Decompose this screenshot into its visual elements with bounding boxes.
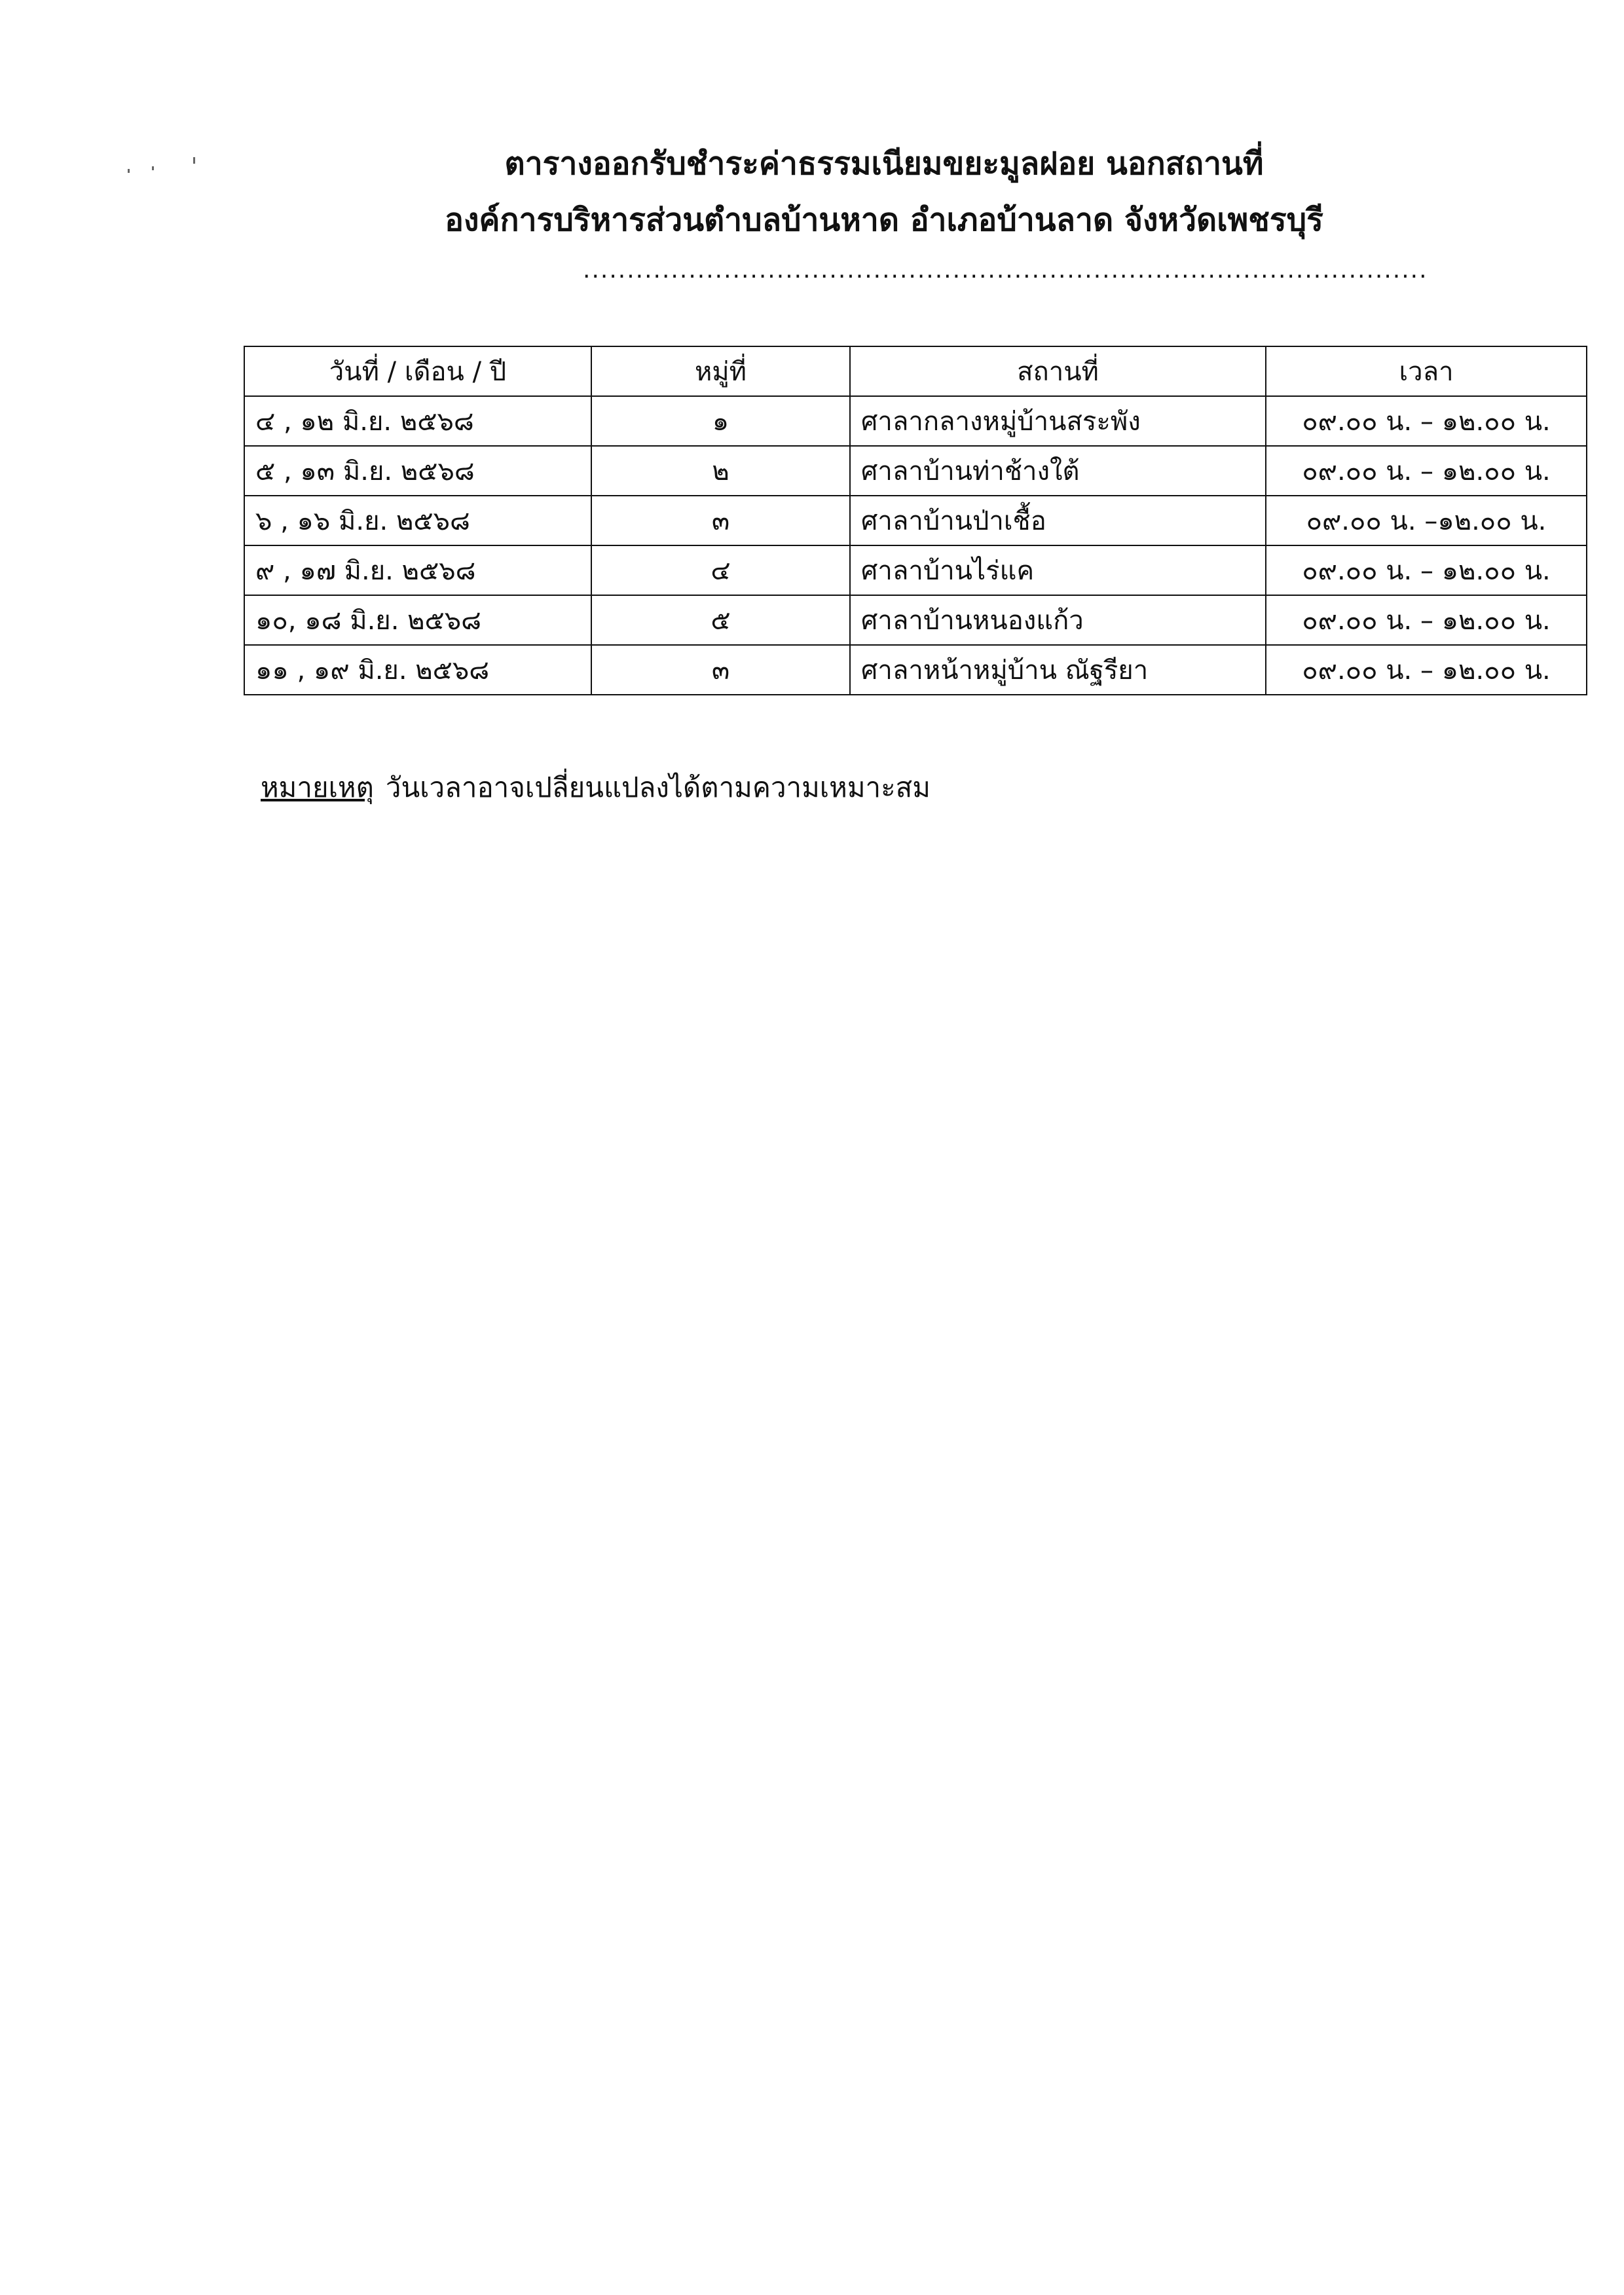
- cell-date: ๕ , ๑๓ มิ.ย. ๒๕๖๘: [244, 446, 591, 496]
- cell-moo: ๒: [591, 446, 850, 496]
- cell-time: ๐๙.๐๐ น. –๑๒.๐๐ น.: [1266, 496, 1587, 545]
- cell-place: ศาลากลางหมู่บ้านสระพัง: [850, 396, 1266, 446]
- cell-moo: ๓: [591, 645, 850, 695]
- column-header-moo: หมู่ที่: [591, 346, 850, 396]
- remark: [261, 766, 931, 809]
- cell-place: ศาลาบ้านไร่แค: [850, 545, 1266, 595]
- column-header-time: เวลา: [1266, 346, 1587, 396]
- cell-place: ศาลาบ้านท่าช้างใต้: [850, 446, 1266, 496]
- cell-time: ๐๙.๐๐ น. – ๑๒.๐๐ น.: [1266, 396, 1587, 446]
- cell-time: ๐๙.๐๐ น. – ๑๒.๐๐ น.: [1266, 645, 1587, 695]
- cell-date: ๖ , ๑๖ มิ.ย. ๒๕๖๘: [244, 496, 591, 545]
- table-row: [244, 496, 1587, 545]
- table-row: [244, 446, 1587, 496]
- cell-date: ๙ , ๑๗ มิ.ย. ๒๕๖๘: [244, 545, 591, 595]
- document-subtitle: องค์การบริหารส่วนตำบลบ้านหาด อำเภอบ้านลาด จังหวัดเพชรบุรี: [445, 202, 1323, 238]
- scan-speck: [193, 157, 195, 164]
- remark-label: หมายเหตุ: [261, 771, 374, 803]
- cell-date: ๑๑ , ๑๙ มิ.ย. ๒๕๖๘: [244, 645, 591, 695]
- table-row: [244, 545, 1587, 595]
- cell-place: ศาลาบ้านหนองแก้ว: [850, 595, 1266, 645]
- schedule-table: [244, 346, 1587, 695]
- cell-moo: ๕: [591, 595, 850, 645]
- document-title: ตารางออกรับชำระค่าธรรมเนียมขยะมูลฝอย นอกสถานที่: [504, 145, 1264, 182]
- cell-moo: ๔: [591, 545, 850, 595]
- table-header-row: [244, 346, 1587, 396]
- column-header-date: วันที่ / เดือน / ปี: [244, 346, 591, 396]
- cell-moo: ๓: [591, 496, 850, 545]
- cell-time: ๐๙.๐๐ น. – ๑๒.๐๐ น.: [1266, 545, 1587, 595]
- cell-place: ศาลาหน้าหมู่บ้าน ณัฐรียา: [850, 645, 1266, 695]
- table-row: [244, 396, 1587, 446]
- cell-moo: ๑: [591, 396, 850, 446]
- cell-date: ๔ , ๑๒ มิ.ย. ๒๕๖๘: [244, 396, 591, 446]
- dotted-divider: ................................................................................................: [583, 257, 1428, 284]
- table-row: [244, 595, 1587, 645]
- cell-time: ๐๙.๐๐ น. – ๑๒.๐๐ น.: [1266, 595, 1587, 645]
- table-row: [244, 645, 1587, 695]
- scan-speck: [152, 166, 154, 170]
- scan-speck: [128, 169, 130, 173]
- remark-text: วันเวลาอาจเปลี่ยนแปลงได้ตามความเหมาะสม: [385, 771, 931, 803]
- cell-time: ๐๙.๐๐ น. – ๑๒.๐๐ น.: [1266, 446, 1587, 496]
- column-header-place: สถานที่: [850, 346, 1266, 396]
- cell-date: ๑๐, ๑๘ มิ.ย. ๒๕๖๘: [244, 595, 591, 645]
- cell-place: ศาลาบ้านป่าเชื้อ: [850, 496, 1266, 545]
